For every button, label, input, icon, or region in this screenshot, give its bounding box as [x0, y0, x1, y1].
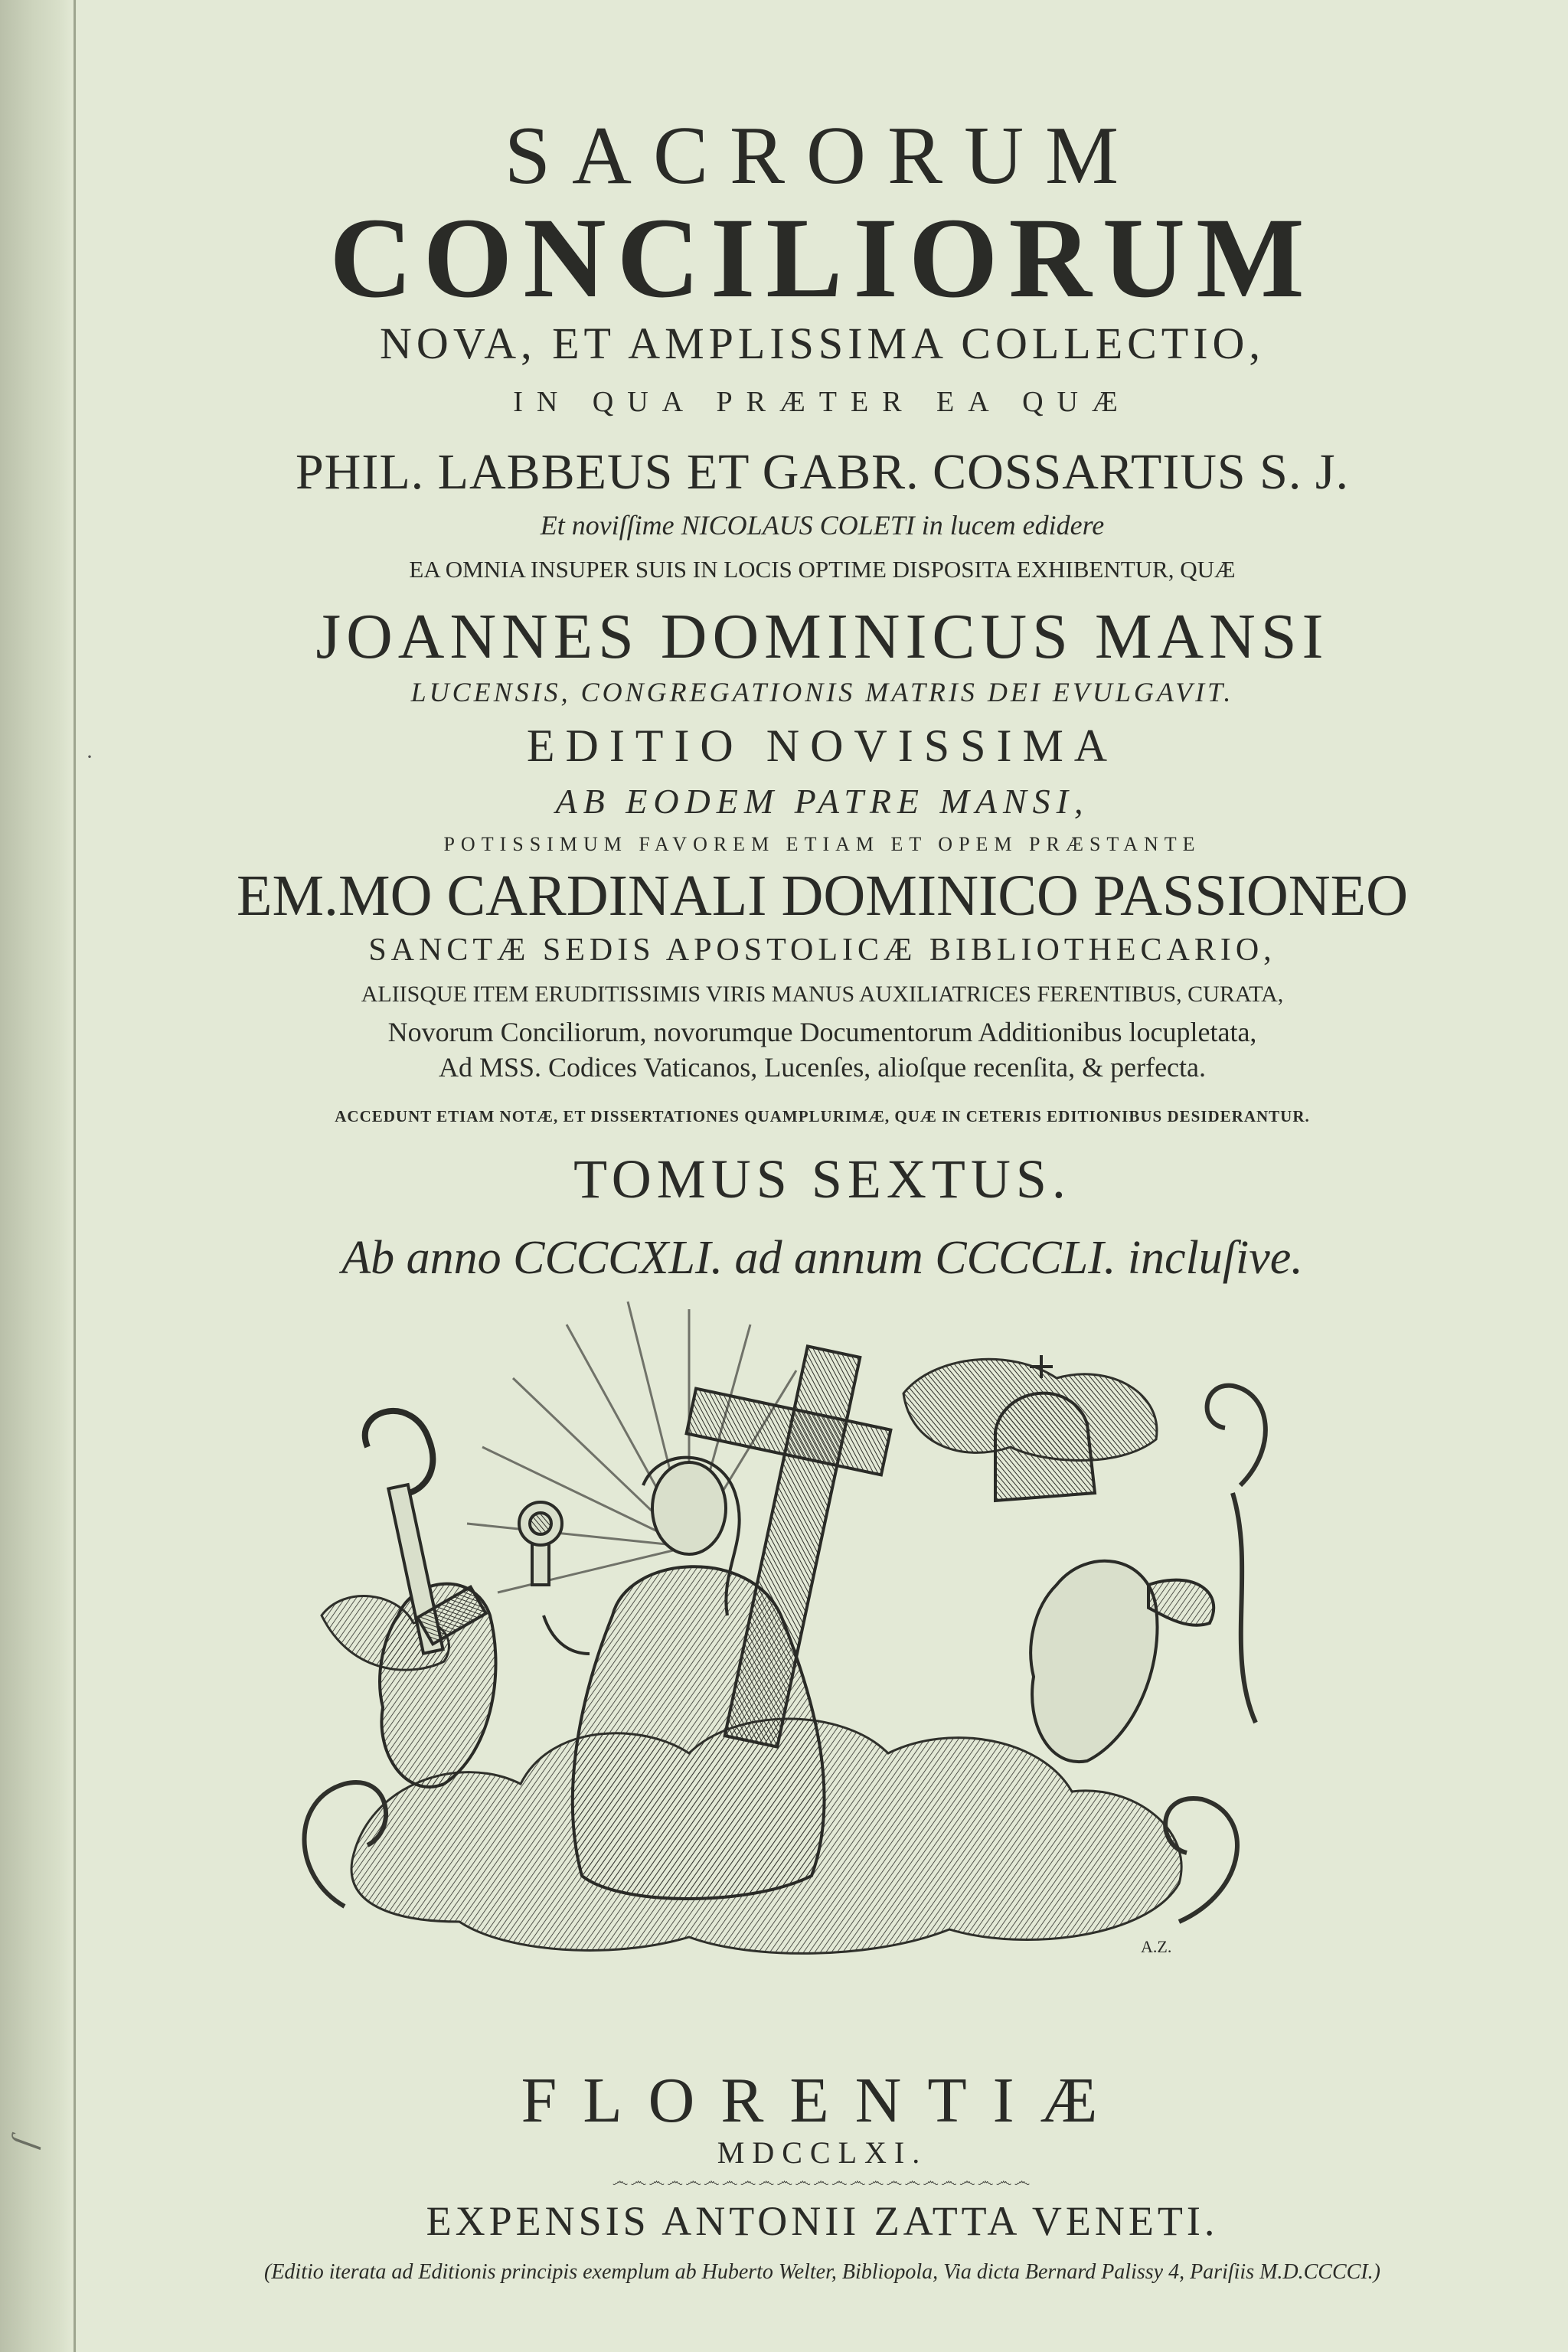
margin-pencil-mark: ſ [3, 2135, 43, 2151]
text-ea-omnia: EA OMNIA INSUPER SUIS IN LOCIS OPTIME DISPOSITA EXHIBENTUR, QUÆ [409, 556, 1236, 583]
text-potissimum: POTISSIMUM FAVOREM ETIAM ET OPEM PRÆSTANTE [443, 833, 1201, 855]
reprint-note: (Editio iterata ad Editionis principis exemplum ab Huberto Welter, Bibliopola, Via dicta Bernard Palissy 4, Pariſiis M.D.CCCCI.) [264, 2260, 1380, 2284]
patron-name: EM.MO CARDINALI DOMINICO PASSIONEO [237, 864, 1408, 928]
text-in-qua: IN QUA PRÆTER EA QUÆ [513, 386, 1132, 418]
year-range: Ab anno CCCCXLI. ad annum CCCCLI. incluſive. [341, 1232, 1303, 1284]
subtitle-nova-collectio: NOVA, ET AMPLISSIMA COLLECTIO, [380, 318, 1265, 368]
title-conciliorum: CONCILIORUM [329, 194, 1315, 322]
editor-affiliation: LUCENSIS, CONGREGATIONIS MATRIS DEI EVULGAVIT. [410, 677, 1234, 707]
frontispiece-engraving [260, 1294, 1348, 1968]
text-novorum: Novorum Conciliorum, novorumque Documentorum Additionibus locupletata, [387, 1017, 1257, 1047]
text-accedunt: ACCEDUNT ETIAM NOTÆ, ET DISSERTATIONES QUAMPLURIMÆ, QUÆ IN CETERIS EDITIONIBUS DESIDERANTUR. [335, 1107, 1310, 1125]
text-ad-mss: Ad MSS. Codices Vaticanos, Lucenſes, alioſque recenſita, & perfecta. [438, 1052, 1207, 1083]
imprint-year: MDCCLXI. [717, 2135, 928, 2170]
imprint-city: FLORENTIÆ [521, 2065, 1124, 2136]
edition-statement: EDITIO NOVISSIMA [526, 720, 1119, 771]
edition-by: AB EODEM PATRE MANSI, [555, 782, 1089, 821]
binding-gutter [0, 0, 76, 2352]
text-aliisque: ALIISQUE ITEM ERUDITISSIMIS VIRIS MANUS AUXILIATRICES FERENTIBUS, CURATA, [361, 982, 1284, 1007]
text-coleti: Et noviſſime NICOLAUS COLETI in lucem edidere [540, 510, 1105, 541]
patron-title: SANCTÆ SEDIS APOSTOLICÆ BIBLIOTHECARIO, [368, 933, 1276, 968]
imprint-publisher: EXPENSIS ANTONII ZATTA VENETI. [426, 2198, 1219, 2244]
ink-speck: · [86, 744, 93, 769]
ornament-rule: ෴෴෴෴෴෴෴෴෴෴෴෴෴෴෴෴෴෴෴෴෴෴෴ [612, 2171, 1033, 2190]
volume-number: TOMUS SEXTUS. [573, 1148, 1071, 1210]
text-labbeus-cossartius: PHIL. LABBEUS ET GABR. COSSARTIUS S. J. [295, 444, 1350, 500]
editor-name: JOANNES DOMINICUS MANSI [315, 601, 1329, 672]
engraver-signature: A.Z. [1141, 1937, 1172, 1956]
title-page [77, 0, 1568, 2352]
title-sacrorum: SACRORUM [504, 110, 1141, 201]
